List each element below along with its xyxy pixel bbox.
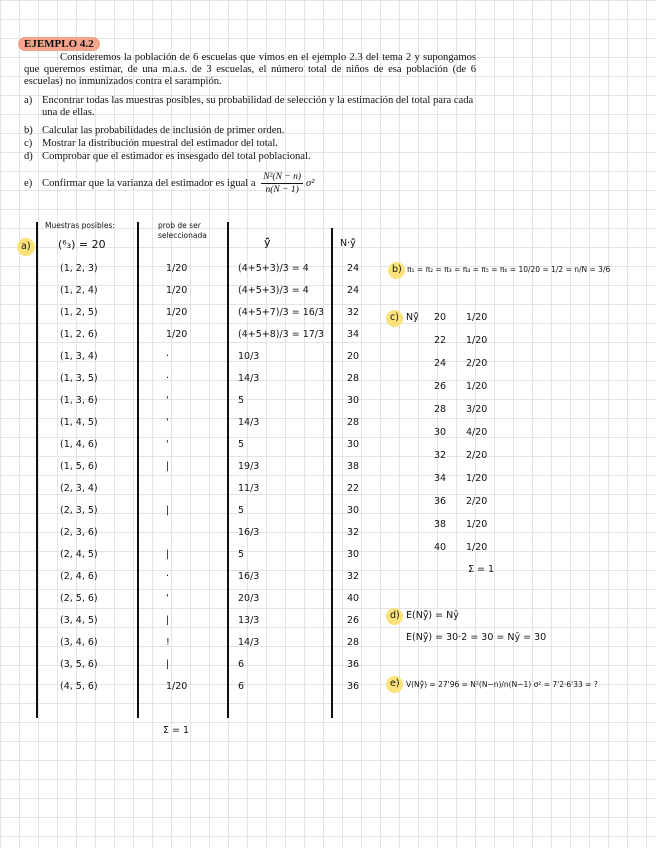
selection-probability: | [166, 549, 170, 560]
sample: (1, 3, 4) [60, 351, 98, 362]
variance-fraction: $\frac{\text{N²(N − n)}}{n(N - 1)}$ [263, 172, 301, 196]
total-estimate: 32 [347, 527, 360, 538]
item-a: a) Encontrar todas las muestras posibles, su probabilidad de selección y la estimación del total para cada una de ellas. [24, 95, 474, 119]
mean-estimate: 6 [238, 681, 245, 692]
estimate-probability: 1/20 [466, 473, 488, 484]
mean-estimate: 13/3 [238, 615, 260, 626]
header-samples: Muestras posibles: [45, 221, 115, 230]
mean-estimate: 11/3 [238, 483, 260, 494]
estimate-value: 22 [434, 335, 447, 346]
estimate-probability: 1/20 [466, 335, 488, 346]
estimate-probability: 1/20 [466, 381, 488, 392]
total-estimate: 28 [347, 637, 360, 648]
selection-probability: · [166, 571, 170, 582]
header-probability: prob de ser seleccionada [158, 221, 207, 240]
sample: (3, 4, 5) [60, 615, 98, 626]
total-estimate: 32 [347, 307, 360, 318]
sample: (2, 3, 6) [60, 527, 98, 538]
expectation-computation: E(Nȳ̂) = 30·2 = 30 = Nȳ = 30 [406, 632, 547, 643]
estimate-value: 26 [434, 381, 447, 392]
mean-estimate: 5 [238, 395, 245, 406]
mean-estimate: 5 [238, 505, 245, 516]
estimate-probability: 3/20 [466, 404, 488, 415]
probability-sum: Σ = 1 [163, 725, 190, 736]
total-estimate: 20 [347, 351, 360, 362]
mean-estimate: 6 [238, 659, 245, 670]
total-estimate: 38 [347, 461, 360, 472]
total-estimate: 36 [347, 681, 360, 692]
intro-paragraph: Consideremos la población de 6 escuelas que vimos en el ejemplo 2.3 del tema 2 y supongamos que queremos estimar, de una m.a.s. de 3 escuelas, el número total de niños de esa población (de 6 escuelas) no inmunizados contra el sarampión. [24, 52, 476, 88]
selection-probability: ' [166, 439, 169, 450]
sample: (2, 4, 5) [60, 549, 98, 560]
selection-probability: | [166, 659, 170, 670]
item-c: c) Mostrar la distribución muestral del estimador del total. [24, 138, 278, 149]
header-mean-estimate: ȳ̂ [264, 236, 271, 249]
estimate-value: 38 [434, 519, 447, 530]
estimate-probability: 2/20 [466, 496, 488, 507]
total-estimate: 24 [347, 285, 360, 296]
sample: (2, 3, 4) [60, 483, 98, 494]
count-label: a) [21, 241, 31, 252]
total-estimate: 30 [347, 439, 360, 450]
mean-estimate: 16/3 [238, 571, 260, 582]
selection-probability: · [166, 351, 170, 362]
table-col-line-2 [227, 222, 229, 718]
sample: (1, 2, 3) [60, 263, 98, 274]
total-estimate: 34 [347, 329, 360, 340]
total-estimate: 30 [347, 395, 360, 406]
sample: (1, 3, 6) [60, 395, 98, 406]
estimate-probability: 1/20 [466, 312, 488, 323]
total-estimate: 30 [347, 505, 360, 516]
mean-estimate: (4+5+8)/3 = 17/3 [238, 329, 325, 340]
total-estimate: 40 [347, 593, 360, 604]
estimate-value: 24 [434, 358, 447, 369]
selection-probability: ' [166, 395, 169, 406]
mean-estimate: (4+5+7)/3 = 16/3 [238, 307, 325, 318]
item-b: b) Calcular las probabilidades de inclusión de primer orden. [24, 125, 285, 136]
selection-probability: ' [166, 417, 169, 428]
estimate-probability: 2/20 [466, 358, 488, 369]
unbiased-expectation: E(Nȳ̂) = Nȳ [406, 610, 459, 621]
total-estimate: 28 [347, 417, 360, 428]
table-col-line-3 [331, 228, 333, 718]
sample: (4, 5, 6) [60, 681, 98, 692]
estimate-value: 34 [434, 473, 447, 484]
estimate-value: 30 [434, 427, 447, 438]
sample: (2, 5, 6) [60, 593, 98, 604]
mean-estimate: 19/3 [238, 461, 260, 472]
inclusion-probabilities: π₁ = π₂ = π₃ = π₄ = π₅ = π₆ = 10/20 = 1/2 = n/N = 3/6 [407, 265, 611, 274]
mean-estimate: 14/3 [238, 373, 260, 384]
total-estimate: 32 [347, 571, 360, 582]
sample: (2, 3, 5) [60, 505, 98, 516]
mean-estimate: (4+5+3)/3 = 4 [238, 263, 309, 274]
table-left-line [36, 222, 38, 718]
table-col-line-1 [137, 222, 139, 718]
item-e: e) Confirmar que la varianza del estimador es igual a $\frac{\text{N²(N − n)}}{n(N - 1)}$ σ² [24, 172, 315, 196]
mean-estimate: 5 [238, 549, 245, 560]
selection-probability: | [166, 615, 170, 626]
total-estimate: 24 [347, 263, 360, 274]
sample: (3, 4, 6) [60, 637, 98, 648]
selection-probability: 1/20 [166, 307, 188, 318]
header-total-estimate: N·ȳ̂ [340, 238, 356, 249]
total-estimate: 28 [347, 373, 360, 384]
mean-estimate: 14/3 [238, 417, 260, 428]
selection-probability: 1/20 [166, 329, 188, 340]
sample: (1, 2, 4) [60, 285, 98, 296]
selection-probability: · [166, 373, 170, 384]
selection-probability: 1/20 [166, 263, 188, 274]
part-e-label: e) [390, 678, 400, 689]
sample: (1, 2, 5) [60, 307, 98, 318]
selection-probability: | [166, 461, 170, 472]
selection-probability: 1/20 [166, 681, 188, 692]
sample: (1, 4, 6) [60, 439, 98, 450]
estimate-value: 36 [434, 496, 447, 507]
selection-probability: ' [166, 593, 169, 604]
example-badge: EJEMPLO 4.2 [18, 37, 100, 51]
sample-count: (⁶₃) = 20 [58, 238, 106, 251]
selection-probability: ! [166, 637, 170, 648]
mean-estimate: 5 [238, 439, 245, 450]
part-d-label: d) [390, 610, 400, 621]
mean-estimate: 14/3 [238, 637, 260, 648]
selection-probability: | [166, 505, 170, 516]
estimate-value: 28 [434, 404, 447, 415]
estimate-value: 40 [434, 542, 447, 553]
variance-check: V(Nȳ̂) = 27'96 = N²(N−n)/n(N−1) σ² = 7'2·6'33 = ? [406, 680, 598, 689]
total-estimate: 36 [347, 659, 360, 670]
sample: (1, 2, 6) [60, 329, 98, 340]
part-c-label: c) [390, 312, 399, 323]
sample: (1, 5, 6) [60, 461, 98, 472]
estimate-probability: 4/20 [466, 427, 488, 438]
mean-estimate: 10/3 [238, 351, 260, 362]
sample: (1, 4, 5) [60, 417, 98, 428]
estimate-value: 32 [434, 450, 447, 461]
selection-probability: 1/20 [166, 285, 188, 296]
mean-estimate: 20/3 [238, 593, 260, 604]
total-estimate: 22 [347, 483, 360, 494]
sample: (3, 5, 6) [60, 659, 98, 670]
estimate-value: 20 [434, 312, 447, 323]
total-estimate: 26 [347, 615, 360, 626]
total-estimate: 30 [347, 549, 360, 560]
mean-estimate: 16/3 [238, 527, 260, 538]
sample: (2, 4, 6) [60, 571, 98, 582]
mean-estimate: (4+5+3)/3 = 4 [238, 285, 309, 296]
estimate-probability: 1/20 [466, 542, 488, 553]
distribution-title: Nȳ̂ [406, 312, 419, 323]
estimate-probability: 2/20 [466, 450, 488, 461]
item-d: d) Comprobar que el estimador es insesgado del total poblacional. [24, 151, 311, 162]
estimate-probability: 1/20 [466, 519, 488, 530]
part-b-label: b) [392, 264, 402, 275]
sample: (1, 3, 5) [60, 373, 98, 384]
distribution-sum: Σ = 1 [468, 564, 495, 575]
